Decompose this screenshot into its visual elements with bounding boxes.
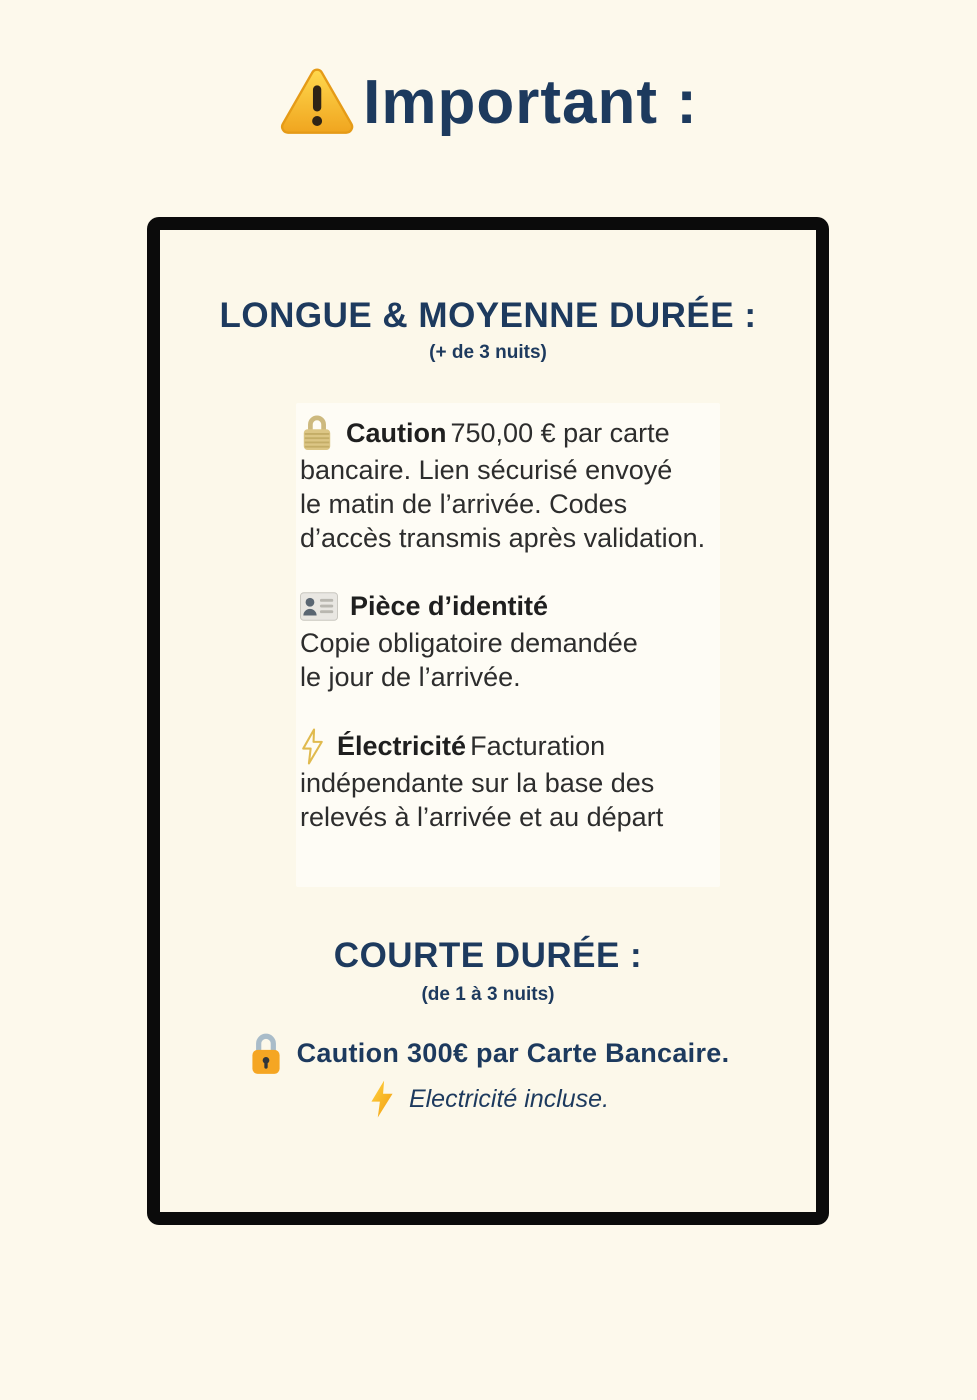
- identity-line1: Pièce d’identité: [350, 591, 549, 621]
- caution-line1: Caution 750,00 € par carte: [346, 418, 670, 448]
- lightning-bolt-outline-icon: [300, 728, 325, 765]
- gold-padlock-icon: [300, 413, 334, 453]
- caution-line2: bancaire. Lien sécurisé envoyé: [300, 455, 673, 485]
- caution-item: [300, 413, 740, 555]
- electricity-item: [300, 726, 740, 834]
- warning-triangle-icon: [279, 66, 355, 138]
- info-card: [147, 217, 829, 1225]
- lightning-bolt-filled-icon: [367, 1080, 397, 1118]
- id-card-icon: [300, 592, 338, 621]
- identity-item: [300, 586, 740, 694]
- short-caution-text: Caution 300€ par Carte Bancaire.: [296, 1037, 730, 1068]
- electricity-line1: Électricité Facturation: [337, 731, 606, 761]
- orange-padlock-icon: [247, 1030, 285, 1076]
- identity-line2: Copie obligatoire demandée: [300, 628, 638, 658]
- page-title: [0, 66, 977, 138]
- page-title-text: Important :: [363, 67, 698, 137]
- identity-line3: le jour de l’arrivée.: [300, 662, 521, 692]
- short-stay-subheading: (de 1 à 3 nuits): [421, 984, 555, 1005]
- long-stay-heading: LONGUE & MOYENNE DURÉE :: [219, 296, 757, 335]
- caution-line4: d’accès transmis après validation.: [300, 523, 706, 553]
- short-stay-heading: COURTE DURÉE :: [333, 936, 643, 975]
- electricity-line2: indépendante sur la base des: [300, 768, 655, 798]
- short-caution-line: [160, 1030, 816, 1076]
- caution-line3: le matin de l’arrivée. Codes: [300, 489, 628, 519]
- short-electricity-line: [160, 1080, 816, 1118]
- short-electricity-text: Electricité incluse.: [408, 1084, 610, 1113]
- electricity-line3: relevés à l’arrivée et au départ: [300, 802, 664, 832]
- long-stay-subheading: (+ de 3 nuits): [429, 342, 547, 363]
